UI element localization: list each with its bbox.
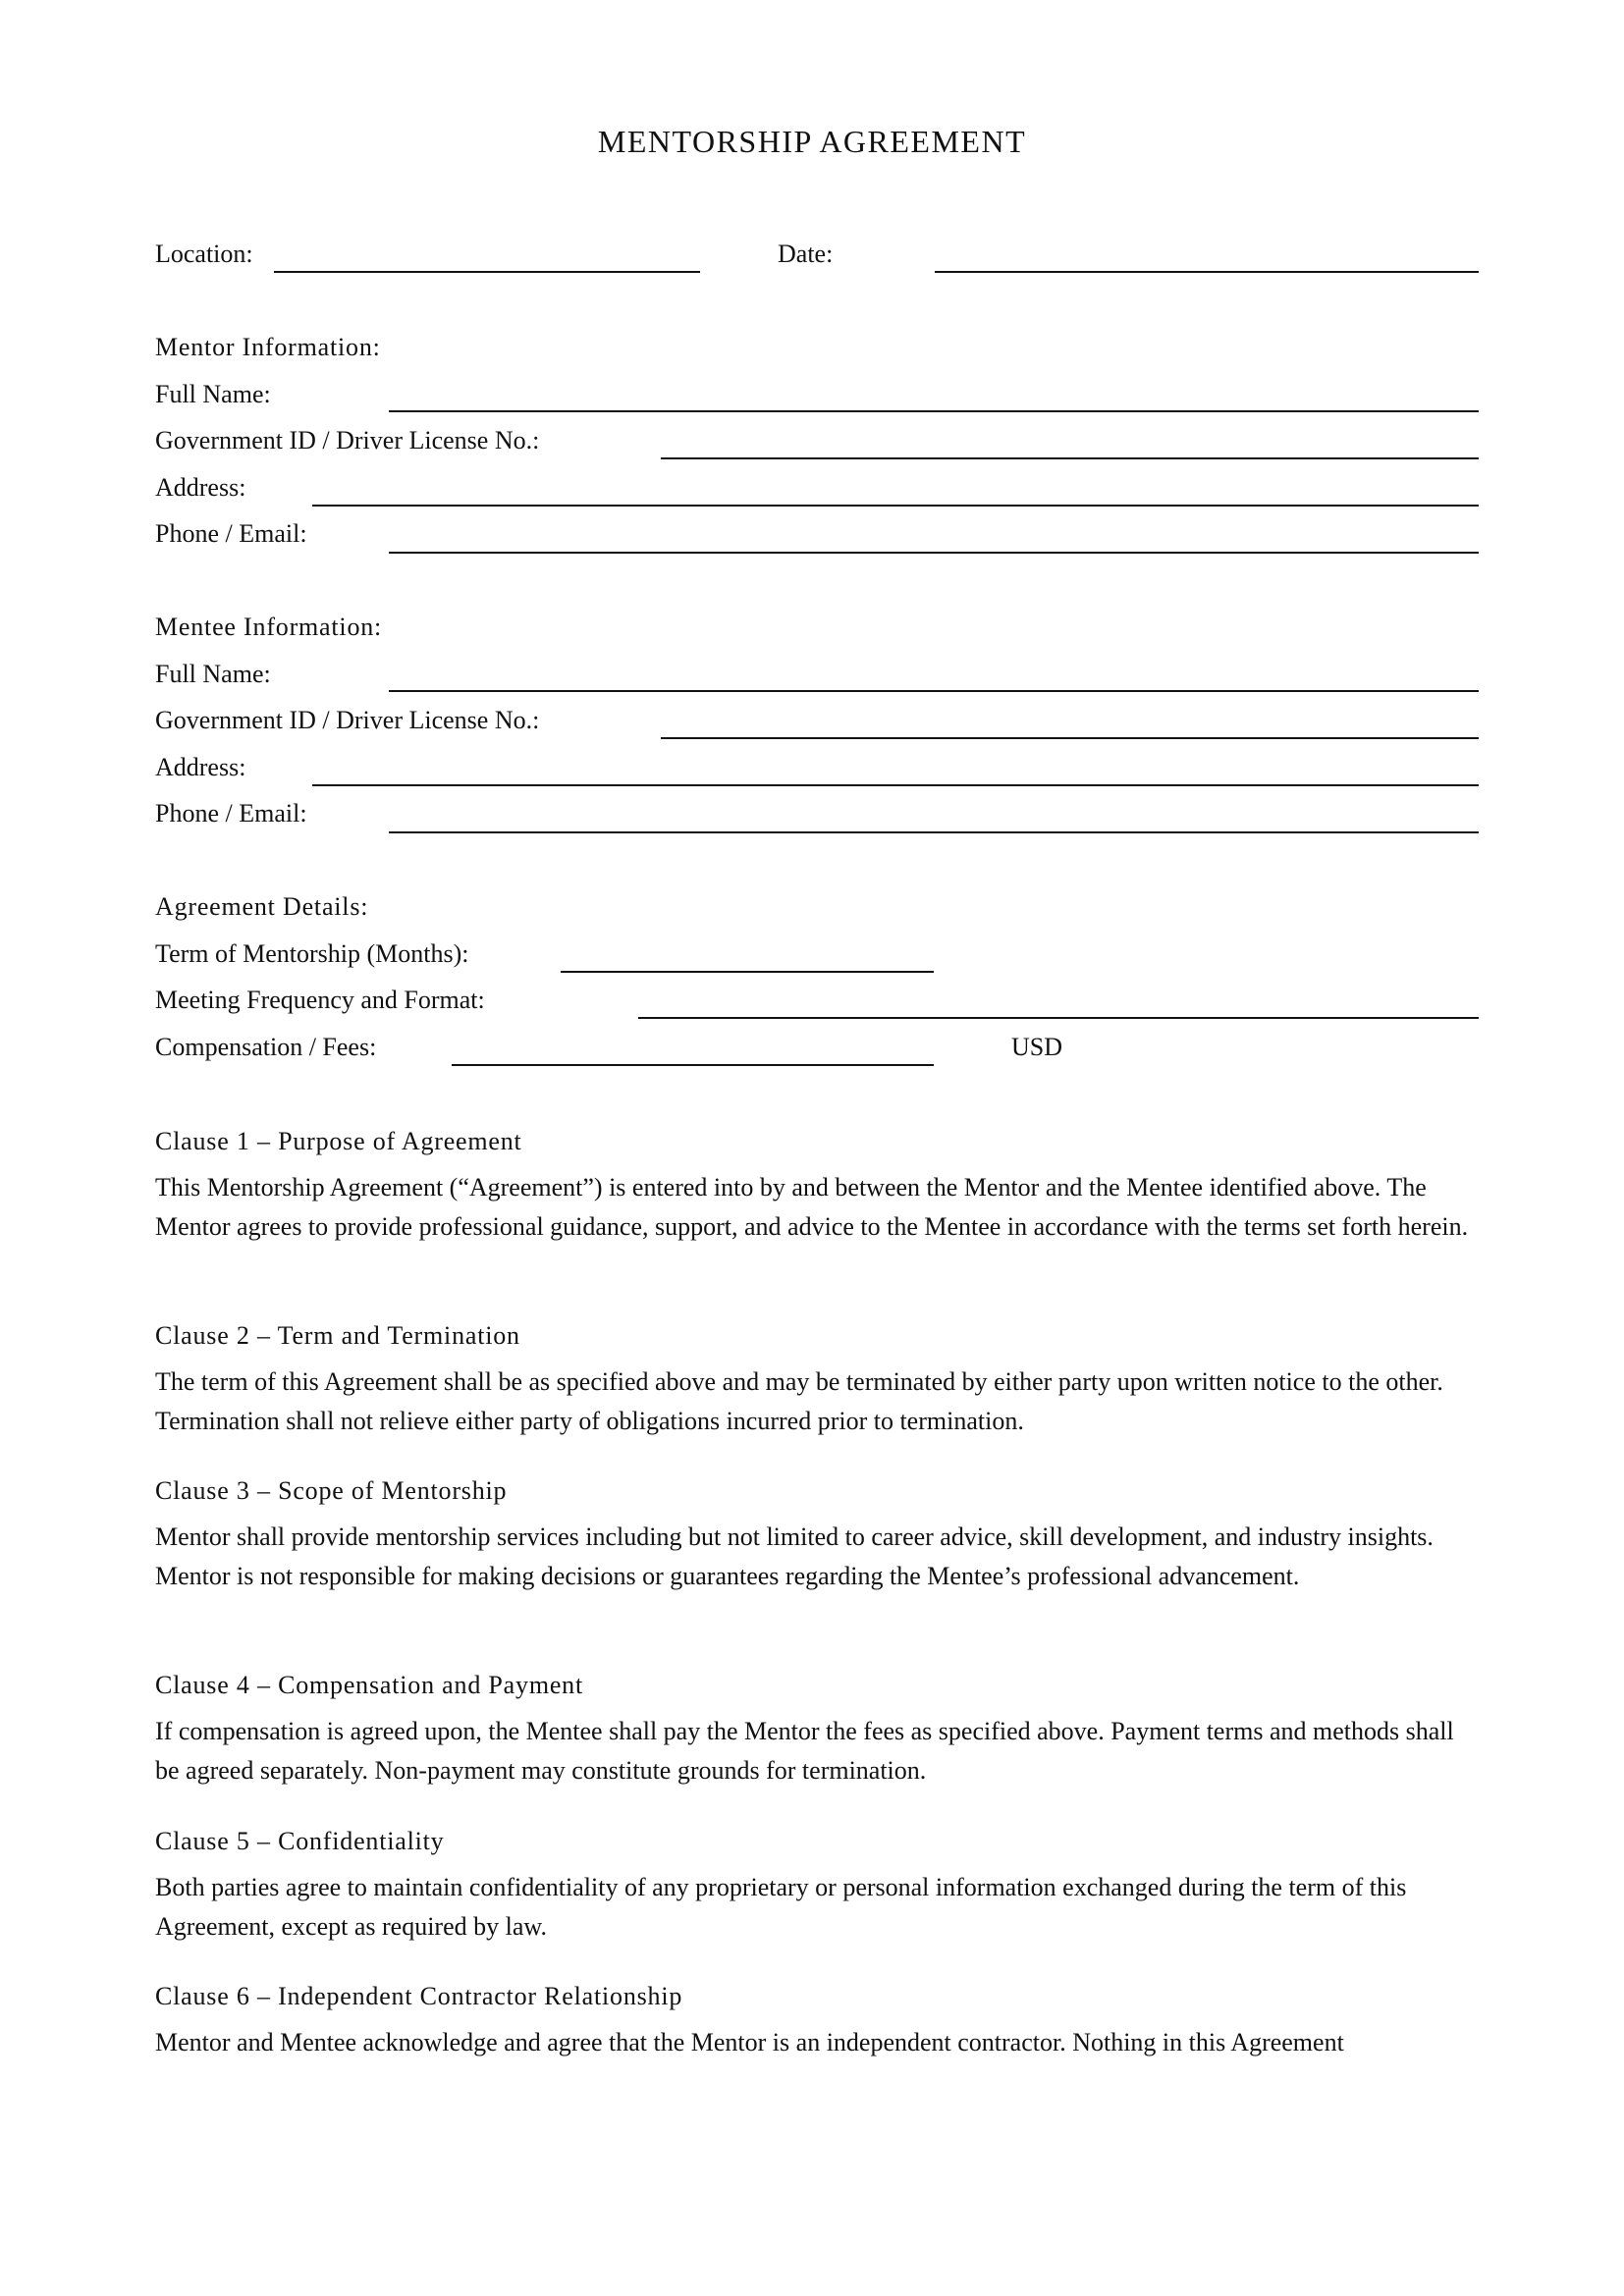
mentor-full-name-label: Full Name: — [155, 380, 271, 408]
clause-1-body: This Mentorship Agreement (“Agreement”) is entered into by and between the Mentor and the Mentee identified above. The Mentor agrees to provide professional guidance, support, and advice to the Mentee in accordance with the terms set forth herein. — [155, 1173, 1469, 1241]
document-title: MENTORSHIP AGREEMENT — [597, 124, 1027, 159]
frequency-field[interactable] — [638, 1017, 1479, 1019]
clause-5-body: Both parties agree to maintain confidentiality of any proprietary or personal information exchanged during the term of this Agreement, except as required by law. — [155, 1873, 1407, 1941]
mentee-full-name-field[interactable] — [389, 690, 1479, 692]
clause-4-heading: Clause 4 – Compensation and Payment — [155, 1671, 584, 1699]
clause-2-heading: Clause 2 – Term and Termination — [155, 1321, 520, 1350]
mentee-full-name-label: Full Name: — [155, 660, 271, 688]
location-field[interactable] — [274, 271, 700, 273]
frequency-label: Meeting Frequency and Format: — [155, 986, 485, 1014]
mentor-phone-email-field[interactable] — [389, 552, 1479, 554]
clause-6-body: Mentor and Mentee acknowledge and agree that the Mentor is an independent contractor. Nothing in this Agreement — [155, 2028, 1344, 2056]
mentor-phone-email-label: Phone / Email: — [155, 519, 307, 548]
currency-label: USD — [1011, 1033, 1063, 1061]
clause-5-heading: Clause 5 – Confidentiality — [155, 1827, 445, 1855]
date-label: Date: — [778, 240, 834, 268]
mentee-gov-id-label: Government ID / Driver License No.: — [155, 706, 540, 734]
term-label: Term of Mentorship (Months): — [155, 939, 469, 968]
clause-3-body: Mentor shall provide mentorship services including but not limited to career advice, skill development, and industry insights. Mentor is not responsible for making decisions or guarantees regarding the Mentee’s professional advancement. — [155, 1522, 1434, 1590]
mentor-full-name-field[interactable] — [389, 410, 1479, 412]
clause-1-heading: Clause 1 – Purpose of Agreement — [155, 1127, 522, 1155]
mentee-section-heading: Mentee Information: — [155, 613, 383, 641]
mentor-gov-id-field[interactable] — [661, 457, 1479, 459]
mentee-phone-email-label: Phone / Email: — [155, 799, 307, 828]
mentee-phone-email-field[interactable] — [389, 831, 1479, 833]
clause-6-heading: Clause 6 – Independent Contractor Relationship — [155, 1982, 683, 2010]
mentor-address-label: Address: — [155, 473, 246, 502]
term-field[interactable] — [561, 971, 934, 973]
clause-2-body: The term of this Agreement shall be as specified above and may be terminated by either party upon written notice to the other. Termination shall not relieve either party of obligations incurred prior to termination. — [155, 1367, 1443, 1435]
date-field[interactable] — [935, 271, 1479, 273]
clause-3-heading: Clause 3 – Scope of Mentorship — [155, 1476, 508, 1505]
mentor-gov-id-label: Government ID / Driver License No.: — [155, 426, 540, 454]
mentee-address-field[interactable] — [312, 784, 1479, 786]
location-label: Location: — [155, 240, 253, 268]
mentee-gov-id-field[interactable] — [661, 737, 1479, 739]
agreement-section-heading: Agreement Details: — [155, 892, 369, 921]
clause-4-body: If compensation is agreed upon, the Mentee shall pay the Mentor the fees as specified above. Payment terms and methods shall be agreed separately. Non-payment may constitute grounds for termination. — [155, 1717, 1454, 1785]
mentor-address-field[interactable] — [312, 505, 1479, 507]
mentor-section-heading: Mentor Information: — [155, 333, 381, 361]
compensation-field[interactable] — [452, 1064, 934, 1066]
compensation-label: Compensation / Fees: — [155, 1033, 377, 1061]
mentee-address-label: Address: — [155, 753, 246, 781]
